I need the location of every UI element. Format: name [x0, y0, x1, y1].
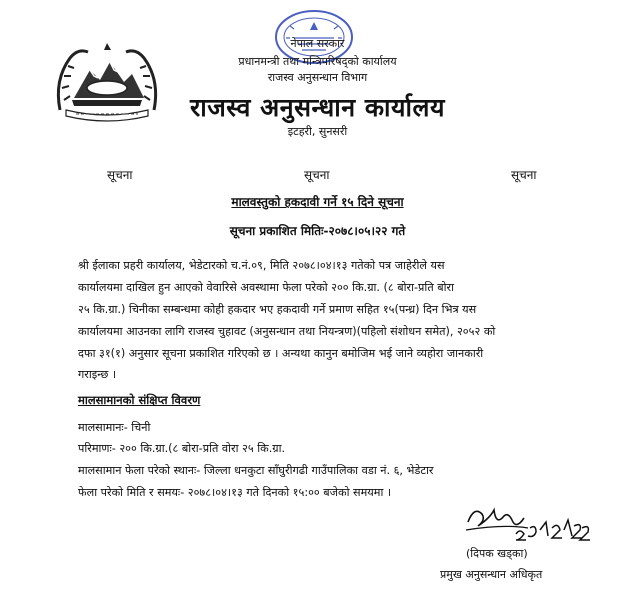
signature-icon [464, 500, 594, 550]
detail-goods: मालसामानः- चिनी [78, 421, 151, 434]
body-line: कार्यालयमा दाखिल हुन आएको वेवारिसे अवस्थामा फेला परेको २०० कि.ग्रा. (८ बोरा-प्रति बोरा [78, 281, 455, 294]
detail-quantity: परिमाणः- २०० कि.ग्रा.(८ बोरा-प्रति वोरा २५ कि.ग्रा. [78, 442, 286, 455]
notice-title: मालवस्तुको हकदावी गर्ने १५ दिने सूचना [231, 195, 404, 209]
government-name: नेपाल सरकार [290, 37, 345, 50]
department-name: राजस्व अनुसन्धान विभाग [267, 71, 368, 84]
signatory-post: प्रमुख अनुसन्धान अधिकृत [440, 568, 543, 581]
office-location: इटहरी, सुनसरी [287, 125, 348, 138]
body-line: गराइन्छ । [78, 368, 117, 381]
publish-date: सूचना प्रकाशित मितिः-२०७८।०५।२२ गते [229, 224, 406, 238]
body-line: श्री ईलाका प्रहरी कार्यालय, भेडेटारको च.नं.०९, मिति २०७८।०४।१३ गतेको पत्र जाहेरीले यस [78, 259, 445, 272]
details-heading: मालसामानको संक्षिप्त विवरण [78, 393, 201, 407]
body-line: कार्यालयमा आउनका लागि राजस्व चुहावट (अनुसन्धान तथा नियन्त्रण)(पहिलो संशोधन समेत), २०५२ को [78, 325, 496, 338]
office-name: राजस्व अनुसन्धान कार्यालय [190, 93, 445, 122]
notice-label-left: सूचना [107, 168, 133, 182]
notice-label-right: सूचना [511, 168, 537, 182]
ministry-name: प्रधानमन्त्री तथा मन्त्रिपरिषद्को कार्यालय [238, 55, 397, 68]
signatory-name: (दिपक खड्का) [466, 547, 528, 560]
detail-location: मालसामान फेला परेको स्थानः- जिल्ला धनकुटा साँघुरीगढी गाउँपालिका वडा नं. ६, भेडेटार [78, 464, 434, 477]
body-line: दफा ३१(१) अनुसार सूचना प्रकाशित गरिएको छ । अन्यथा कानुन बमोजिम भई जाने व्यहोरा जानकारी [78, 347, 484, 360]
notice-label-center: सूचना [304, 168, 330, 182]
detail-date-time: फेला परेको मिति र समयः- २०७८।०४।१३ गते दिनको १५:०० बजेको समयमा । [78, 486, 392, 499]
body-line: २५ कि.ग्रा.) चिनीका सम्बन्धमा कोही हकदार भए हकदावी गर्ने प्रमाण सहित १५(पन्ध्र) दिन भित्र यस [78, 303, 477, 316]
